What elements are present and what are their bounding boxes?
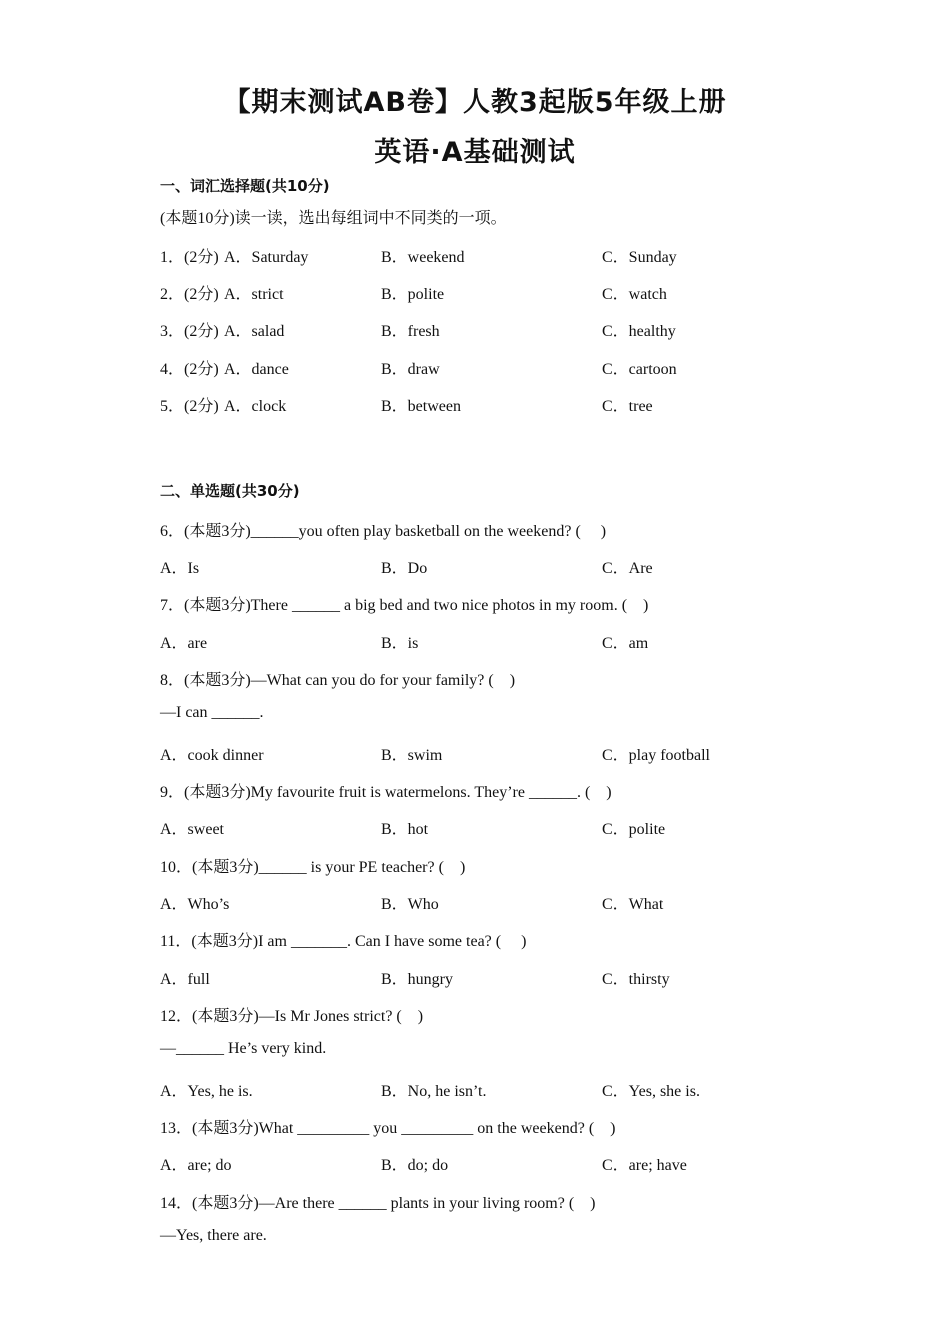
option-b: B．weekend (381, 249, 465, 266)
option-b: B．fresh (381, 323, 440, 340)
question-number: 3．(2分) (160, 323, 219, 340)
option-c: C．are; have (602, 1157, 687, 1174)
option-a: A．Is (160, 560, 200, 577)
option-b: B．polite (381, 286, 445, 303)
option-c: C．polite (602, 821, 666, 838)
option-b: B．swim (381, 747, 443, 764)
option-c: C．Are (602, 560, 653, 577)
option-a: A．Yes, he is. (160, 1083, 253, 1100)
option-a: A．clock (224, 398, 287, 415)
option-c: C．watch (602, 286, 667, 303)
option-b: B．Do (381, 560, 428, 577)
option-c: C．tree (602, 398, 653, 415)
question-number: 4．(2分) (160, 361, 219, 378)
title-line-2: 英语·A基础测试 (374, 137, 576, 168)
option-c: C．healthy (602, 323, 676, 340)
question-stem: 6．(本题3分)______you often play basketball on the weekend? ( ) (160, 523, 607, 540)
option-a: A．dance (224, 361, 289, 378)
option-b: B．between (381, 398, 461, 415)
option-a: A．Who’s (160, 896, 230, 913)
section1-heading: 一、词汇选择题(共10分) (160, 177, 330, 195)
question-stem: 11．(本题3分)I am _______. Can I have some tea? ( ) (160, 933, 527, 950)
answer-line: —I can ______. (160, 704, 264, 721)
question-stem: 9．(本题3分)My favourite fruit is watermelons. They’re ______. ( ) (160, 784, 612, 801)
option-c: C．am (602, 635, 649, 652)
question-number: 1．(2分) (160, 249, 219, 266)
option-c: C．Yes, she is. (602, 1083, 700, 1100)
option-a: A．cook dinner (160, 747, 264, 764)
option-c: C．thirsty (602, 971, 670, 988)
option-b: B．hot (381, 821, 429, 838)
question-stem: 12．(本题3分)—Is Mr Jones strict? ( ) (160, 1008, 424, 1025)
option-a: A．Saturday (224, 249, 309, 266)
option-b: B．Who (381, 896, 439, 913)
question-stem: 10．(本题3分)______ is your PE teacher? ( ) (160, 859, 466, 876)
question-stem: 8．(本题3分)—What can you do for your family? ( ) (160, 672, 516, 689)
option-b: B．No, he isn’t. (381, 1083, 487, 1100)
answer-line: —______ He’s very kind. (160, 1040, 327, 1057)
option-c: C．cartoon (602, 361, 677, 378)
option-a: A．are; do (160, 1157, 232, 1174)
option-b: B．is (381, 635, 419, 652)
question-stem: 14．(本题3分)—Are there ______ plants in your living room? ( ) (160, 1195, 596, 1212)
option-c: C．play football (602, 747, 710, 764)
question-stem: 13．(本题3分)What _________ you _________ on the weekend? ( ) (160, 1120, 616, 1137)
option-b: B．draw (381, 361, 440, 378)
question-stem: 7．(本题3分)There ______ a big bed and two nice photos in my room. ( ) (160, 597, 649, 614)
section2-heading: 二、单选题(共30分) (160, 482, 300, 500)
option-a: A．full (160, 971, 210, 988)
option-b: B．do; do (381, 1157, 449, 1174)
title-line-1: 【期末测试AB卷】人教3起版5年级上册 (223, 87, 727, 118)
option-a: A．are (160, 635, 208, 652)
option-b: B．hungry (381, 971, 454, 988)
option-a: A．salad (224, 323, 285, 340)
option-c: C．Sunday (602, 249, 677, 266)
answer-line: —Yes, there are. (160, 1227, 267, 1244)
section1-instruction: (本题10分)读一读，选出每组词中不同类的一项。 (160, 210, 507, 227)
option-a: A．strict (224, 286, 284, 303)
option-a: A．sweet (160, 821, 224, 838)
question-number: 5．(2分) (160, 398, 219, 415)
option-c: C．What (602, 896, 664, 913)
question-number: 2．(2分) (160, 286, 219, 303)
